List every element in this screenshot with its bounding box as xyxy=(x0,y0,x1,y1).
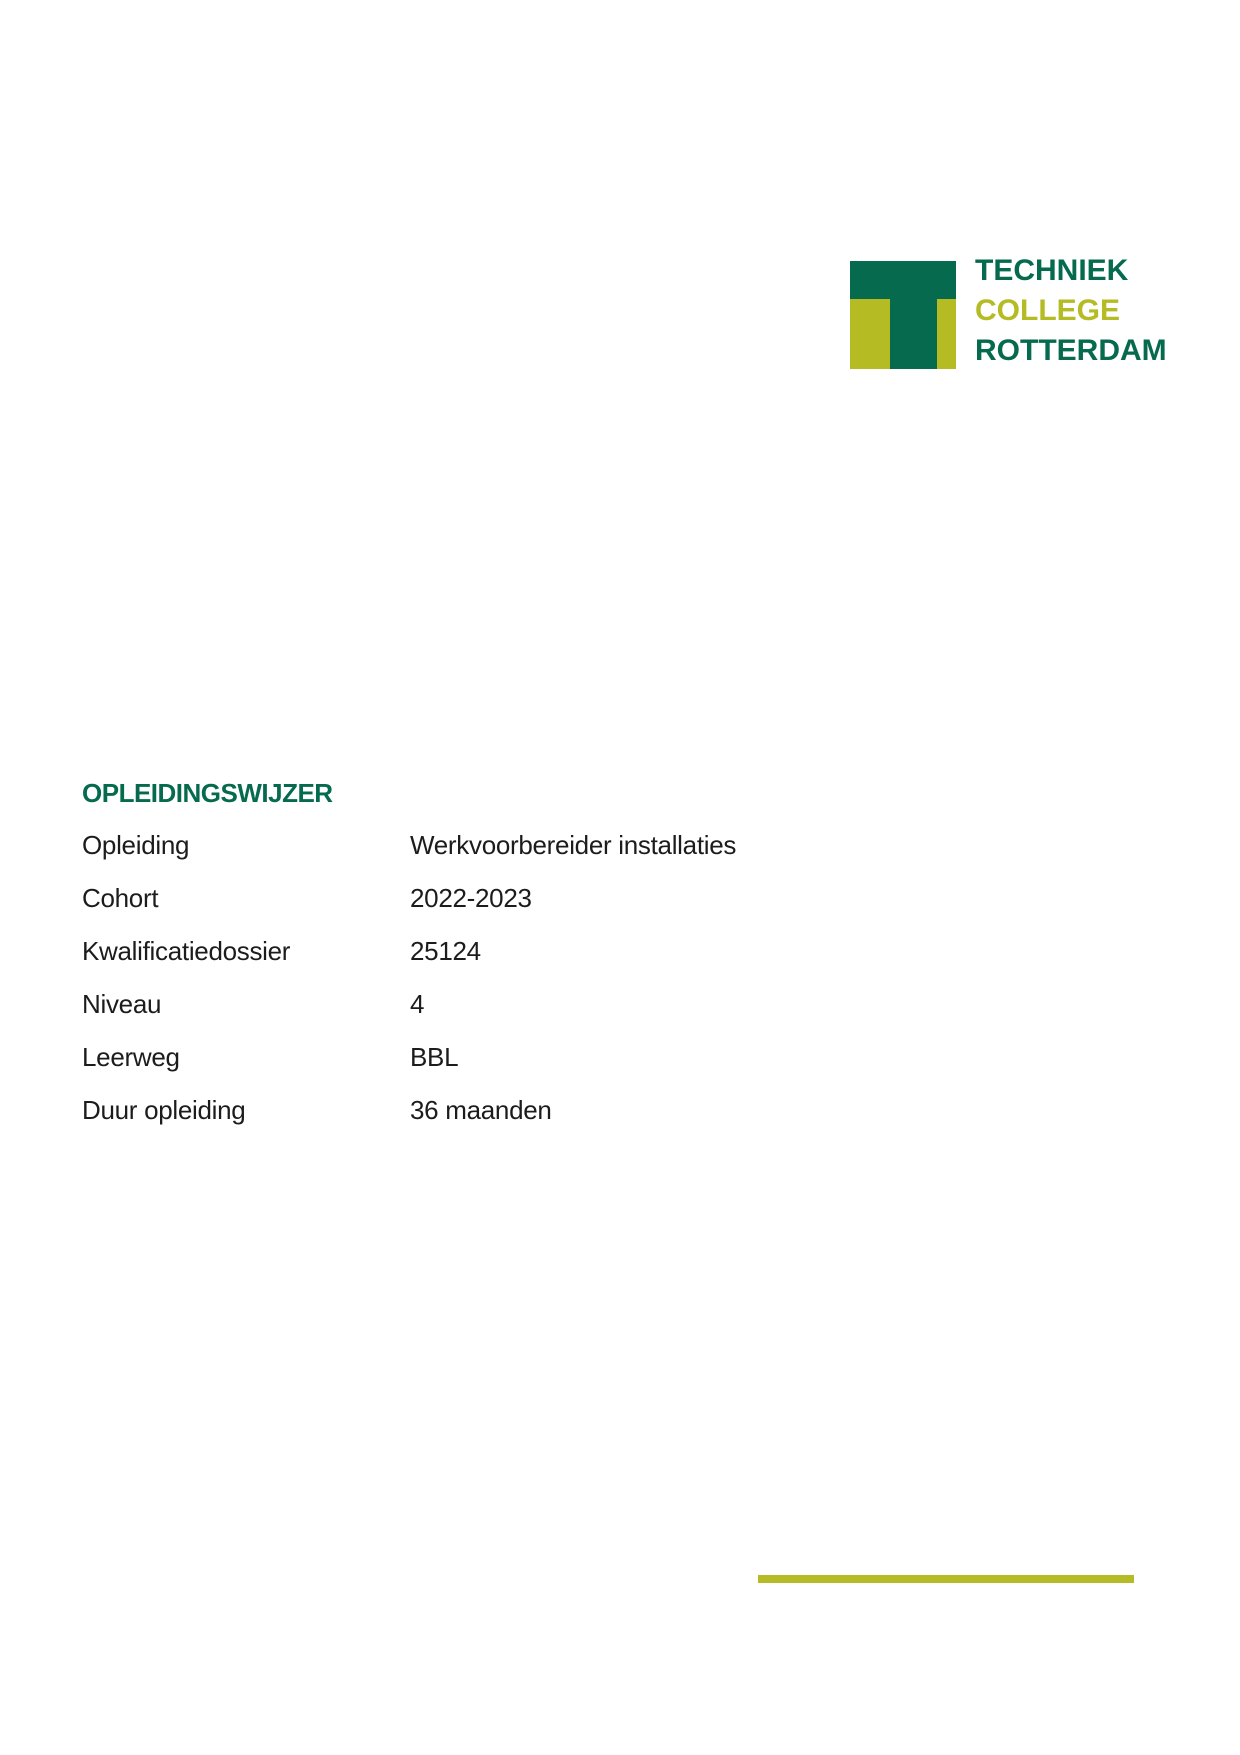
field-label: Leerweg xyxy=(82,1042,180,1072)
logo-bottom-section xyxy=(850,299,956,369)
wordmark-line-techniek: TECHNIEK xyxy=(975,254,1129,287)
wordmark-line-college: COLLEGE xyxy=(975,294,1121,327)
wordmark-line-rotterdam: ROTTERDAM xyxy=(975,334,1167,367)
field-value: BBL xyxy=(410,1042,459,1072)
field-value: 2022-2023 xyxy=(410,883,532,913)
field-value: 25124 xyxy=(410,936,481,966)
field-label: Cohort xyxy=(82,883,159,913)
table-row xyxy=(82,883,782,936)
logo-right-block xyxy=(937,299,956,369)
page-title: OPLEIDINGSWIJZER xyxy=(82,778,333,808)
logo-top-bar xyxy=(850,261,956,299)
table-row xyxy=(82,1095,782,1148)
field-label: Kwalificatiedossier xyxy=(82,936,291,966)
info-table xyxy=(82,830,782,1148)
logo-stem xyxy=(890,299,937,369)
logo-t-icon xyxy=(850,261,956,369)
table-row xyxy=(82,830,782,883)
techniek-college-rotterdam-logo xyxy=(850,261,956,369)
field-label: Duur opleiding xyxy=(82,1095,246,1125)
logo-left-block xyxy=(850,299,890,369)
logo-wordmark xyxy=(975,251,1167,371)
field-value: 36 maanden xyxy=(410,1095,552,1125)
table-row xyxy=(82,989,782,1042)
table-row xyxy=(82,1042,782,1095)
field-label: Niveau xyxy=(82,989,162,1019)
footer-accent-line xyxy=(758,1575,1134,1583)
field-label: Opleiding xyxy=(82,830,190,860)
table-row xyxy=(82,936,782,989)
field-value: Werkvoorbereider installaties xyxy=(410,830,737,860)
field-value: 4 xyxy=(410,989,425,1019)
